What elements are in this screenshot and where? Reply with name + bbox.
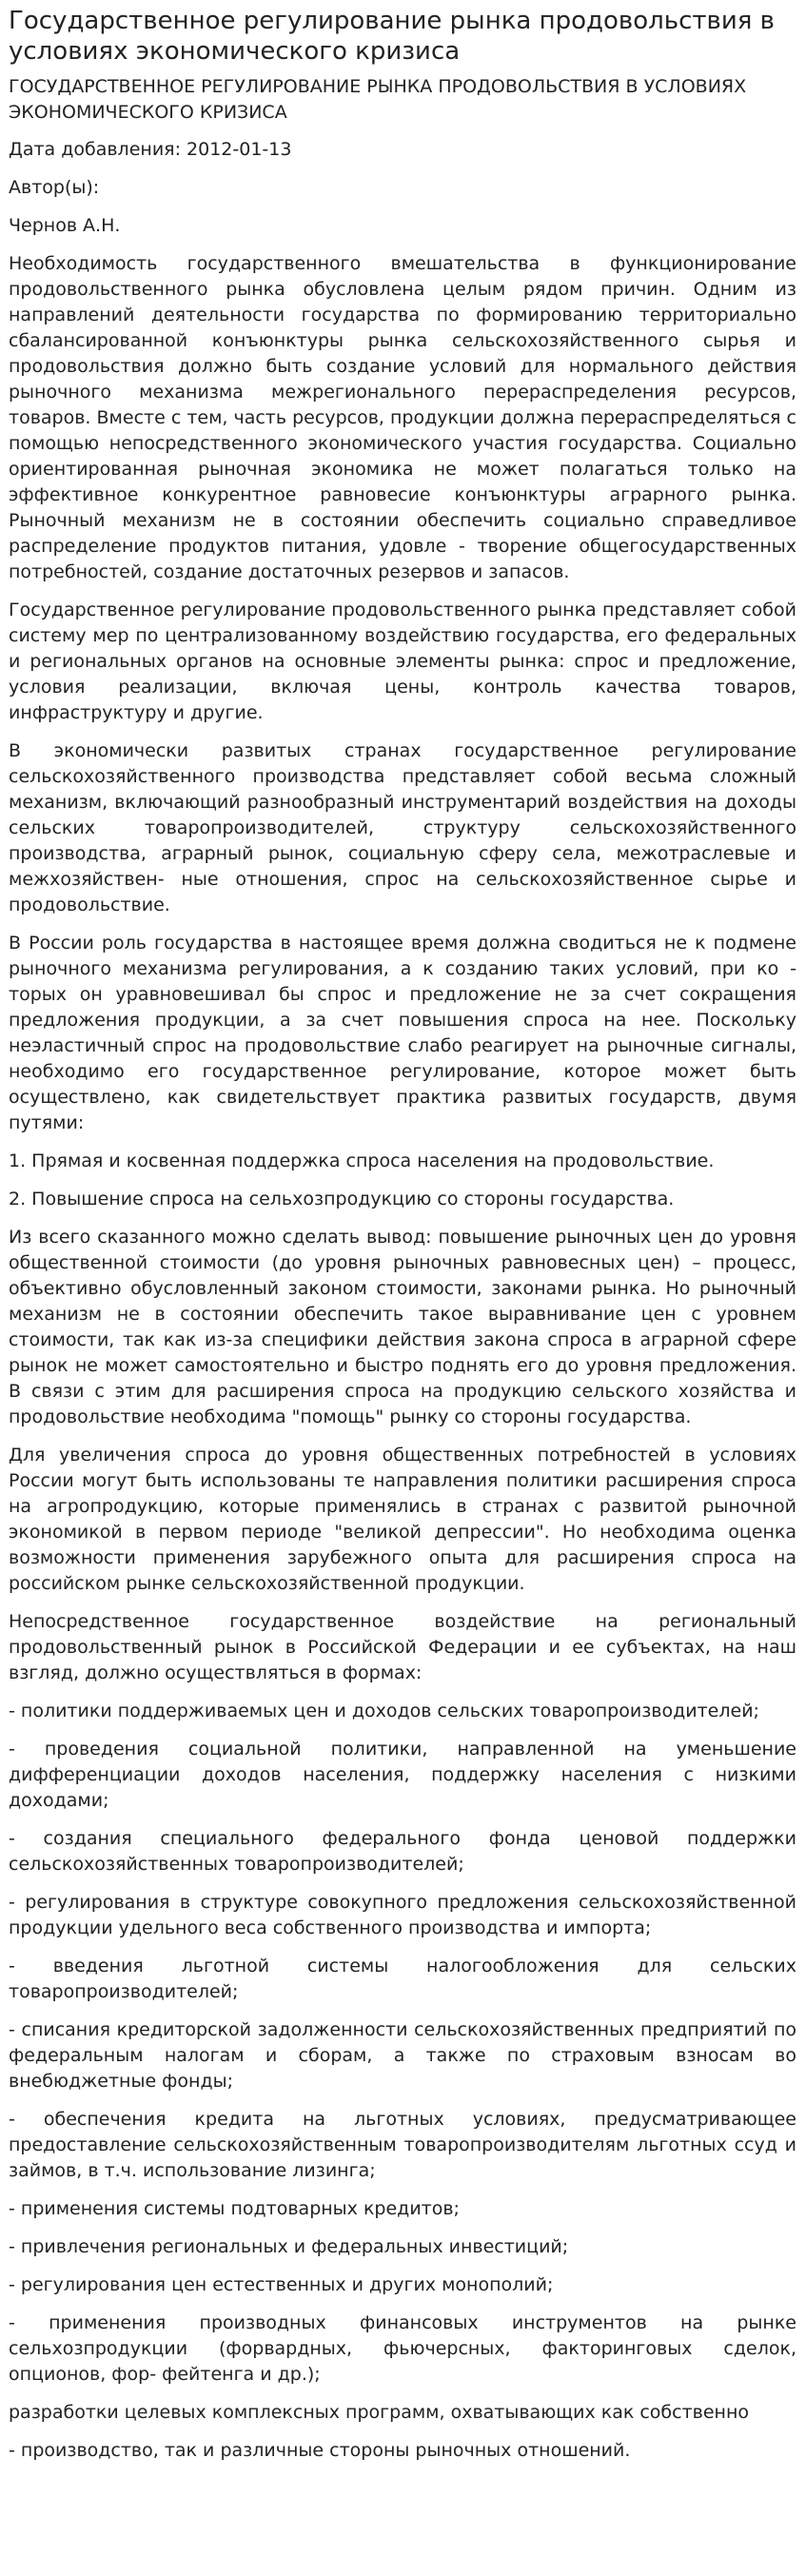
list-item: - введения льготной системы налогообложения для сельских товаропроизводителей; (9, 1956, 796, 2002)
paragraph: Непосредственное государственное воздействие на региональный продовольственный рынок в Российской Федерации и ее субъектах, на наш взгляд, должно осуществляться в формах: (9, 1611, 796, 1683)
paragraph: В России роль государства в настоящее время должна сводиться не к подмене рыночного механизма регулирования, а к созданию таких условий, при ко - торых он уравновешивал бы спрос и предложение не за счет сокращения предложения продукции, а за счет повышения спроса на нее. Поскольку неэластичный спрос на продовольствие слабо реагирует на рыночные сигналы, необходимо его государственное регулирование, которое может быть осуществлено, как свидетельствует практика развитых государств, двумя путями: (9, 933, 796, 1133)
author-name: Чернов А.Н. (9, 215, 121, 236)
list-item: - обеспечения кредита на льготных условиях, предусматривающее предоставление сельскохозяйственным товаропроизводителям льготных ссуд и займов, в т.ч. использование лизинга; (9, 2109, 796, 2181)
list-item: - применения системы подтоварных кредитов; (9, 2198, 460, 2219)
list-item: - политики поддерживаемых цен и доходов сельских товаропроизводителей; (9, 1701, 759, 1721)
list-item: разработки целевых комплексных программ, охватывающих как собственно (9, 2402, 750, 2423)
list-item: - регулирования цен естественных и других монополий; (9, 2274, 554, 2295)
paragraph: Государственное регулирование продовольственного рынка представляет собой систему мер по централизованному воздействию государства, его федеральных и региональных органов на основные элементы рынка: спрос и предложение, условия реализации, включая цены, контроль качества товаров, инфраструктуру и другие. (9, 600, 796, 723)
date-added: Дата добавления: 2012-01-13 (9, 139, 292, 160)
list-item: - списания кредиторской задолженности сельскохозяйственных предприятий по федеральным налогам и сборам, а также по страховым взносам во внебюджетные фонды; (9, 2019, 796, 2092)
list-item: - проведения социальной политики, направленной на уменьшение дифференциации доходов населения, поддержку населения с низкими доходами; (9, 1739, 796, 1811)
list-item: 1. Прямая и косвенная поддержка спроса населения на продовольствие. (9, 1150, 715, 1171)
article-subtitle: ГОСУДАРСТВЕННОЕ РЕГУЛИРОВАНИЕ РЫНКА ПРОДОВОЛЬСТВИЯ В УСЛОВИЯХ ЭКОНОМИЧЕСКОГО КРИЗИСА (9, 76, 747, 123)
list-item: - применения производных финансовых инструментов на рынке сельхозпродукции (форвардных, фьючерсных, факторинговых сделок, опционов, фор- фейтенга и др.); (9, 2312, 796, 2385)
authors-label: Автор(ы): (9, 177, 100, 198)
paragraph: Для увеличения спроса до уровня общественных потребностей в условиях России могут быть использованы те направления политики расширения спроса на агропродукцию, которые применялись в странах с развитой рыночной экономикой в первом периоде "великой депрессии". Но необходима оценка возможности применения зарубежного опыта для расширения спроса на российском рынке сельскохозяйственной продукции. (9, 1445, 796, 1594)
paragraph: В экономически развитых странах государственное регулирование сельскохозяйственного производства представляет собой весьма сложный механизм, включающий разнообразный инструментарий воздействия на доходы сельских товаропроизводителей, структуру сельскохозяйственного производства, аграрный рынок, социальную сферу села, межотраслевые и межхозяйствен- ные отношения, спрос на сельскохозяйственное сырье и продовольствие. (9, 740, 796, 915)
list-item: - регулирования в структуре совокупного предложения сельскохозяйственной продукции удельного веса собственного производства и импорта; (9, 1892, 796, 1938)
list-item: 2. Повышение спроса на сельхозпродукцию со стороны государства. (9, 1189, 675, 1209)
list-item: - создания специального федерального фонда ценовой поддержки сельскохозяйственных товаропроизводителей; (9, 1828, 796, 1875)
list-item: - привлечения региональных и федеральных инвестиций; (9, 2236, 569, 2257)
paragraph: Из всего сказанного можно сделать вывод: повышение рыночных цен до уровня общественной стоимости (до уровня рыночных равновесных цен) – процесс, объективно обусловленный законом стоимости, законами рынка. Но рыночный механизм не в состоянии обеспечить такое выравнивание цен с уровнем стоимости, так как из-за специфики действия закона спроса в аграрной сфере рынок не может самостоятельно и быстро поднять его до уровня предложения. В связи с этим для расширения спроса на продукцию сельского хозяйства и продовольствие необходима "помощь" рынку со стороны государства. (9, 1227, 796, 1427)
paragraph: Необходимость государственного вмешательства в функционирование продовольственного рынка обусловлена целым рядом причин. Одним из направлений деятельности государства по формированию территориально сбалансированной конъюнктуры рынка сельскохозяйственного сырья и продовольствия должно быть создание условий для нормального действия рыночного механизма межрегионального перераспределения ресурсов, товаров. Вместе с тем, часть ресурсов, продукции должна перераспределяться с помощью непосредственного экономического участия государства. Социально ориентированная рыночная экономика не может полагаться только на эффективное конкурентное равновесие конъюнктуры аграрного рынка. Рыночный механизм не в состоянии обеспечить социально справедливое распределение продуктов питания, удовле - творение общегосударственных потребностей, создание достаточных резервов и запасов. (9, 253, 796, 582)
page-title: Государственное регулирование рынка продовольствия в условиях экономического кризиса (9, 7, 775, 66)
list-item: - производство, так и различные стороны рыночных отношений. (9, 2440, 631, 2461)
